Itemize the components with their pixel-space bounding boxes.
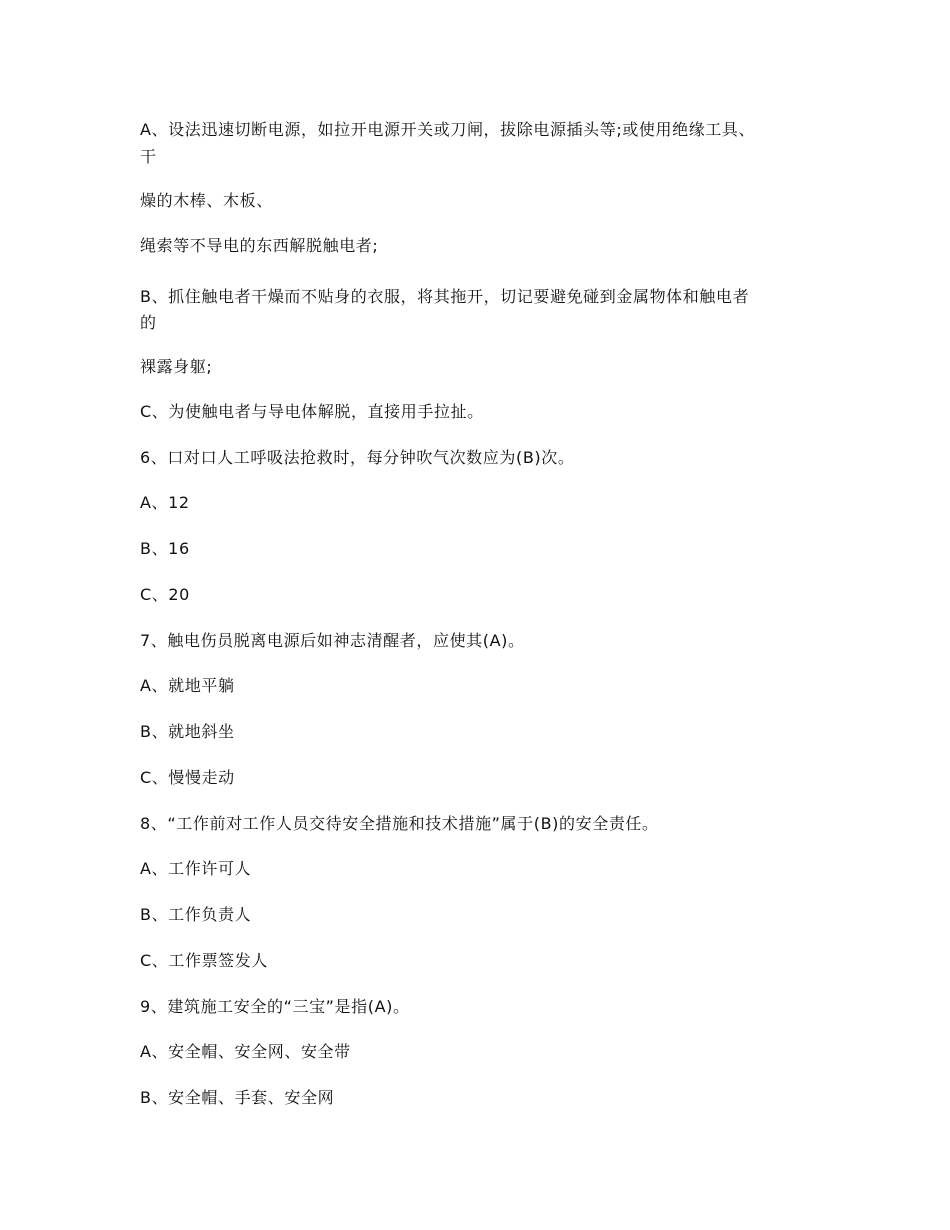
q7-option-c: C、慢慢走动 <box>140 768 235 787</box>
q8-option-c: C、工作票签发人 <box>140 951 268 970</box>
option-a-line-1: A、设法迅速切断电源，如拉开电源开关或刀闸，拔除电源插头等;或使用绝缘工具、 <box>140 120 756 139</box>
q9-option-b: B、安全帽、手套、安全网 <box>140 1088 335 1107</box>
question-9: 9、建筑施工安全的“三宝”是指(A)。 <box>140 997 410 1016</box>
q8-option-b: B、工作负责人 <box>140 905 252 924</box>
q6-option-c: C、20 <box>140 585 190 604</box>
option-a-line-4: 绳索等不导电的东西解脱触电者; <box>140 236 379 255</box>
q8-option-a: A、工作许可人 <box>140 859 252 878</box>
q6-option-a: A、12 <box>140 493 190 512</box>
option-b-line-3: 裸露身躯; <box>140 357 213 376</box>
question-8: 8、“工作前对工作人员交待安全措施和技术措施”属于(B)的安全责任。 <box>140 814 659 833</box>
option-b-line-1: B、抓住触电者干燥而不贴身的衣服，将其拖开，切记要避免碰到金属物体和触电者 <box>140 287 750 306</box>
q7-option-b: B、就地斜坐 <box>140 722 235 741</box>
q6-option-b: B、16 <box>140 539 190 558</box>
option-c-line: C、为使触电者与导电体解脱，直接用手拉扯。 <box>140 402 484 421</box>
option-a-line-2: 干 <box>140 147 157 166</box>
q7-option-a: A、就地平躺 <box>140 676 235 695</box>
q9-option-a: A、安全帽、安全网、安全带 <box>140 1042 351 1061</box>
option-b-line-2: 的 <box>140 313 157 332</box>
option-a-line-3: 燥的木棒、木板、 <box>140 191 273 210</box>
question-6: 6、口对口人工呼吸法抢救时，每分钟吹气次数应为(B)次。 <box>140 448 575 467</box>
question-7: 7、触电伤员脱离电源后如神志清醒者，应使其(A)。 <box>140 631 525 650</box>
